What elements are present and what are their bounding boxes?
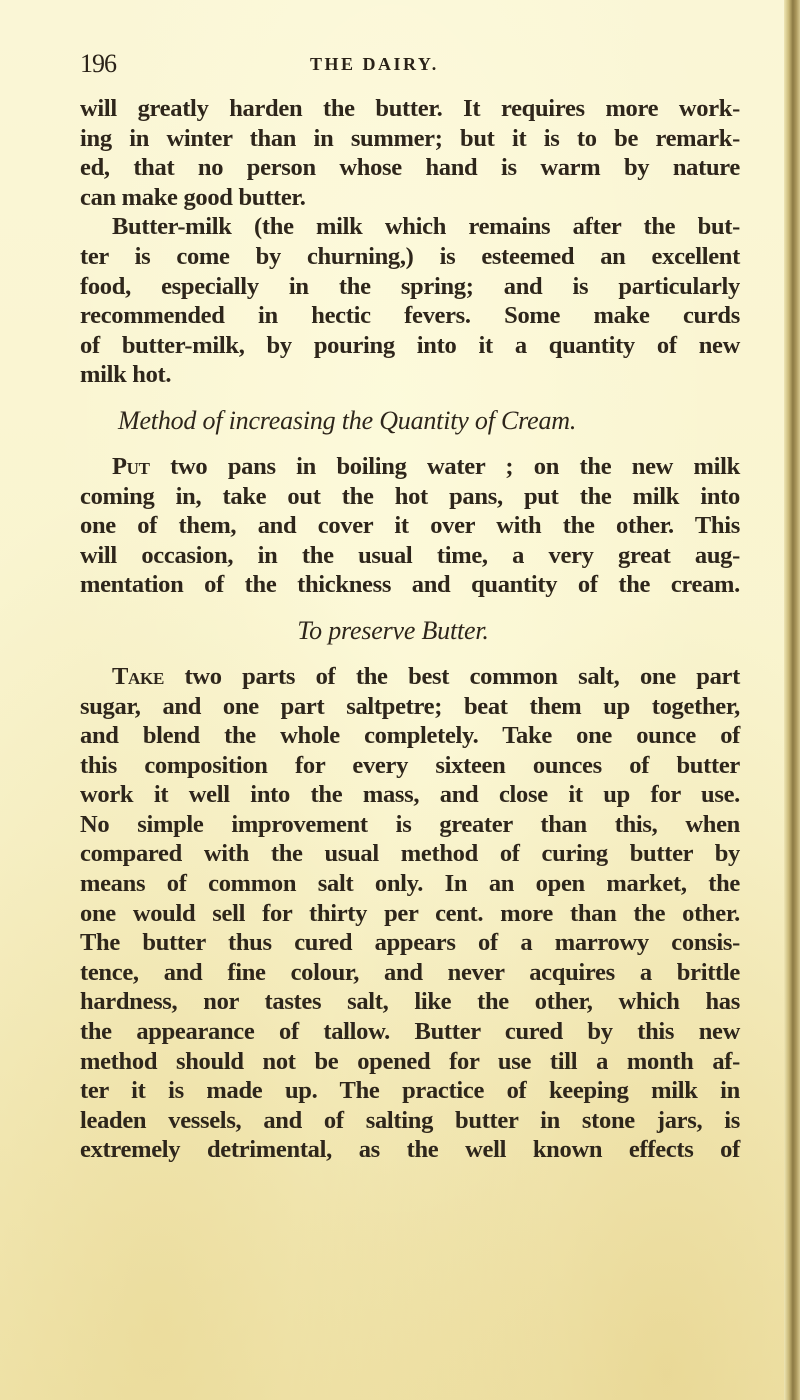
text-line [80,662,740,692]
text-line: ing in winter than in summer; but it is to be remark- [80,124,740,152]
text-line: ter it is made up. The practice of keeping milk in [80,1077,740,1105]
text-line: one of them, and cover it over with the other. This [80,512,740,540]
text-line: will occasion, in the usual time, a very great aug- [80,541,740,569]
section-heading-butter: To preserve Butter. [297,615,489,645]
text-line: recommended in hectic fevers. Some make curds [80,302,740,330]
section-heading-cream: Method of increasing the Quantity of Cream. [118,405,577,435]
text-line [80,452,740,482]
page-number: 196 [80,49,116,78]
text-line: leaden vessels, and of salting butter in stone jars, is [80,1106,740,1134]
text-line: means of common salt only. In an open market, the [80,870,740,898]
line-rest: two parts of the best common salt, one part [163,662,740,690]
running-head: THE DAIRY. [310,54,439,74]
paragraph-cream-method [80,452,740,600]
text-line: extremely detrimental, as the well known effects of [80,1136,740,1164]
page-header [80,49,740,79]
text-line: one would sell for thirty per cent. more than the other. [80,899,740,927]
text-line: tence, and fine colour, and never acquires a brittle [80,958,740,986]
text-line: ed, that no person whose hand is warm by nature [80,154,740,182]
text-line: mentation of the thickness and quantity of the cream. [80,571,740,599]
text-line: No simple improvement is greater than this, when [80,810,740,838]
text-line: method should not be opened for use till a month af- [80,1047,740,1075]
spacer [80,390,740,404]
page-body [80,94,740,1165]
paragraph-preserve-butter [80,662,740,1165]
paragraph-butter-hardening [80,94,740,212]
text-line: compared with the usual method of curing butter by [80,840,740,868]
text-line: sugar, and one part saltpetre; beat them up together, [80,692,740,720]
text-line: can make good butter. [80,183,306,211]
text-line: and blend the whole completely. Take one ounce of [80,722,740,750]
text-line: The butter thus cured appears of a marrowy consis- [80,929,740,957]
text-line: work it well into the mass, and close it up for use. [80,781,740,809]
text-line: coming in, take out the hot pans, put the milk into [80,482,740,510]
text-line: milk hot. [80,361,172,389]
lead-word: Take [112,662,164,690]
text-line: this composition for every sixteen ounces of butter [80,751,740,779]
text-line: food, especially in the spring; and is particularly [80,272,740,300]
spacer [80,438,740,452]
text-line: Butter-milk (the milk which remains after the but- [112,213,740,241]
book-binding-edge [784,0,800,1400]
spacer [80,648,740,662]
text-line: will greatly harden the butter. It requires more work- [80,95,740,122]
line-rest: two pans in boiling water ; on the new milk [149,452,740,480]
text-line: the appearance of tallow. Butter cured by this new [80,1018,740,1046]
paragraph-butter-milk [80,212,740,390]
text-line: ter is come by churning,) is esteemed an excellent [80,242,740,270]
spacer [80,600,740,614]
text-line: of butter-milk, by pouring into it a quantity of new [80,331,740,359]
text-line: hardness, nor tastes salt, like the other, which has [80,988,740,1016]
lead-word: Put [112,452,150,480]
